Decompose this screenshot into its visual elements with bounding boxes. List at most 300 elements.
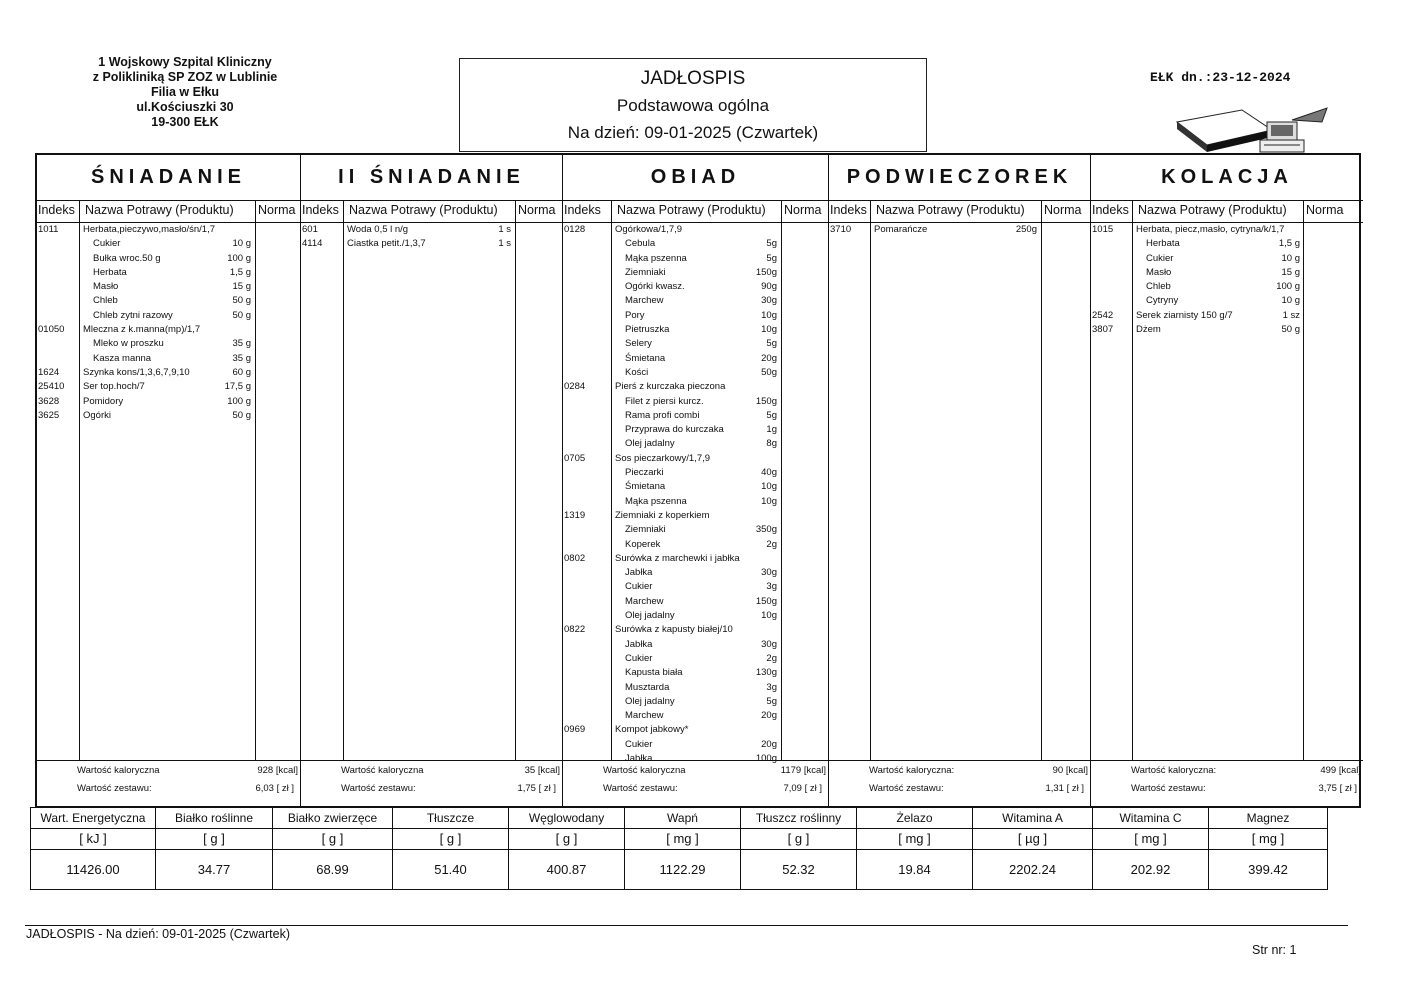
list-item <box>1091 294 1363 308</box>
nutrition-label: Witamina A <box>973 808 1092 829</box>
item-norm: 150g <box>755 395 777 407</box>
meal-summary <box>829 760 1090 806</box>
item-norm: 250g <box>1015 224 1037 235</box>
item-index: 1319 <box>564 509 586 521</box>
item-norm: 15 g <box>1281 266 1300 278</box>
meal-items <box>829 223 1090 237</box>
nutrition-label: Białko roślinne <box>156 808 272 829</box>
item-norm: 1 s <box>498 224 511 235</box>
nutrition-unit: [ kJ ] <box>31 829 155 850</box>
summary-kcal-label: Wartość kaloryczna: <box>1131 765 1217 776</box>
nutrition-cell <box>973 807 1093 890</box>
item-norm: 90g <box>761 281 777 293</box>
item-index: 1015 <box>1092 224 1114 235</box>
list-item <box>563 223 828 237</box>
nutrition-cell <box>741 807 857 890</box>
list-item <box>563 252 828 266</box>
nutrition-cell <box>857 807 973 890</box>
item-index: 1011 <box>38 224 59 235</box>
column-header-name: Nazwa Potrawy (Produktu) <box>1138 203 1287 217</box>
summary-cost: 3,75 [ zł ] <box>1318 783 1357 794</box>
meal-column <box>563 155 829 806</box>
item-name: Olej jadalny <box>625 438 675 450</box>
nutrition-value: 51.40 <box>434 862 467 877</box>
nutrition-cell <box>1093 807 1209 890</box>
meal-column <box>301 155 563 806</box>
list-item <box>37 323 300 337</box>
item-norm: 30g <box>761 638 777 650</box>
column-header-norm: Norma <box>1044 203 1082 217</box>
item-name: Kości <box>625 366 649 378</box>
column-header-index: Indeks <box>564 203 601 217</box>
column-header-name: Nazwa Potrawy (Produktu) <box>876 203 1025 217</box>
column-header-norm: Norma <box>258 203 296 217</box>
item-norm: 1,5 g <box>1278 238 1300 250</box>
item-norm: 10g <box>761 309 777 321</box>
list-item <box>563 452 828 466</box>
item-norm: 10g <box>761 324 777 336</box>
nutrition-unit: [ g ] <box>741 829 856 850</box>
item-norm: 15 g <box>232 281 251 293</box>
nutrition-label: Tłuszcze <box>393 808 508 829</box>
list-item <box>37 223 300 237</box>
title-box <box>459 58 927 152</box>
nutrition-label: Witamina C <box>1093 808 1208 829</box>
item-norm: 35 g <box>232 352 251 364</box>
list-item <box>563 323 828 337</box>
summary-kcal-label: Wartość kaloryczna: <box>869 765 955 776</box>
nutrition-unit: [ g ] <box>156 829 272 850</box>
column-header-norm: Norma <box>518 203 556 217</box>
nutrition-value: 19.84 <box>898 862 931 877</box>
hospital-line: 19-300 EŁK <box>151 115 219 129</box>
item-name: Pierś z kurczaka pieczona <box>615 381 726 393</box>
summary-cost: 7,09 [ zł ] <box>783 783 822 794</box>
item-norm: 100 g <box>227 252 251 264</box>
page-number: Str nr: 1 <box>1252 943 1297 957</box>
meal-column <box>829 155 1091 806</box>
list-item <box>37 352 300 366</box>
item-norm: 17,5 g <box>224 381 251 393</box>
item-norm: 50 g <box>232 309 251 321</box>
item-index: 0969 <box>564 724 586 736</box>
item-name: Herbata, piecz,masło, cytryna/k/1,7 <box>1136 224 1285 235</box>
list-item <box>37 237 300 251</box>
item-name: Mleko w proszku <box>93 338 164 350</box>
item-name: Herbata <box>93 266 127 278</box>
item-norm: 20g <box>761 738 777 750</box>
list-item <box>563 294 828 308</box>
summary-kcal: 928 [kcal] <box>257 765 298 776</box>
item-index: 1624 <box>38 366 60 378</box>
hospital-line: ul.Kościuszki 30 <box>136 100 234 114</box>
nutrition-value: 399.42 <box>1248 862 1288 877</box>
list-item <box>37 309 300 323</box>
nutrition-cell <box>273 807 393 890</box>
list-item <box>563 380 828 394</box>
item-norm: 1 sz <box>1282 309 1300 321</box>
item-norm: 1g <box>766 424 777 436</box>
item-name: Ser top.hoch/7 <box>83 381 145 393</box>
meal-summary <box>37 760 300 806</box>
hospital-line: 1 Wojskowy Szpital Kliniczny <box>98 55 272 69</box>
column-header-name: Nazwa Potrawy (Produktu) <box>349 203 498 217</box>
summary-kcal: 90 [kcal] <box>1052 765 1088 776</box>
item-norm: 50 g <box>232 295 251 307</box>
column-divider <box>1041 200 1042 761</box>
item-norm: 100 g <box>1276 281 1300 293</box>
summary-cost: 1,31 [ zł ] <box>1045 783 1084 794</box>
list-item <box>563 423 828 437</box>
item-name: Jabłka <box>625 638 653 650</box>
list-item <box>563 709 828 723</box>
summary-kcal-label: Wartość kaloryczna <box>603 765 686 776</box>
item-name: Koperek <box>625 538 661 550</box>
item-name: Bułka wroc.50 g <box>93 252 161 264</box>
column-header-index: Indeks <box>830 203 867 217</box>
list-item <box>1091 266 1363 280</box>
item-name: Śmietana <box>625 481 666 493</box>
list-item <box>563 437 828 451</box>
item-index: 2542 <box>1092 309 1114 321</box>
column-header-name: Nazwa Potrawy (Produktu) <box>85 203 234 217</box>
nutrition-label: Białko zwierzęce <box>273 808 392 829</box>
item-norm: 2g <box>766 538 777 550</box>
column-header-index: Indeks <box>38 203 75 217</box>
list-item <box>1091 323 1363 337</box>
list-item <box>563 409 828 423</box>
item-name: Ziemniaki <box>625 266 666 278</box>
list-item <box>1091 237 1363 251</box>
list-item <box>563 595 828 609</box>
meal-items <box>301 223 562 252</box>
item-norm: 10 g <box>1281 252 1300 264</box>
nutrition-value: 2202.24 <box>1009 862 1056 877</box>
item-name: Marchew <box>625 710 664 722</box>
item-name: Kompot jabkowy* <box>615 724 689 736</box>
list-item <box>37 366 300 380</box>
item-norm: 30g <box>761 295 777 307</box>
list-item <box>563 495 828 509</box>
item-name: Ciastka petit./1,3,7 <box>347 238 426 250</box>
nutrition-table <box>30 807 1348 890</box>
item-name: Pietruszka <box>625 324 670 336</box>
nutrition-unit: [ g ] <box>273 829 392 850</box>
meal-title: ŚNIADANIE <box>37 155 300 201</box>
summary-cost: 1,75 [ zł ] <box>517 783 556 794</box>
item-name: Cytryny <box>1146 295 1179 307</box>
summary-kcal-label: Wartość kaloryczna <box>341 765 424 776</box>
item-name: Olej jadalny <box>625 610 675 622</box>
list-item <box>563 523 828 537</box>
item-index: 3807 <box>1092 324 1114 336</box>
meal-title: KOLACJA <box>1091 155 1363 201</box>
list-item <box>563 352 828 366</box>
issue-date: EŁK dn.:23-12-2024 <box>1150 70 1291 85</box>
nutrition-value: 68.99 <box>316 862 349 877</box>
list-item <box>301 223 562 237</box>
summary-cost-label: Wartość zestawu: <box>1131 783 1206 794</box>
summary-cost-label: Wartość zestawu: <box>869 783 944 794</box>
nutrition-cell <box>625 807 741 890</box>
item-name: Jabłka <box>625 752 653 764</box>
nutrition-value: 34.77 <box>197 862 231 877</box>
item-name: Mąka pszenna <box>625 252 687 264</box>
nutrition-cell <box>30 807 156 890</box>
item-name: Kapusta biała <box>625 667 683 679</box>
meal-summary <box>563 760 828 806</box>
nutrition-value: 202.92 <box>1130 862 1171 877</box>
list-item <box>37 337 300 351</box>
list-item <box>1091 252 1363 266</box>
list-item <box>563 681 828 695</box>
page-title: JADŁOSPIS <box>640 68 746 89</box>
list-item <box>563 366 828 380</box>
book-computer-icon <box>1172 100 1332 158</box>
menu-date: Na dzień: 09-01-2025 (Czwartek) <box>567 123 819 142</box>
nutrition-cell <box>393 807 509 890</box>
item-name: Śmietana <box>625 352 666 364</box>
meal-items <box>563 223 828 766</box>
column-headers <box>301 200 562 223</box>
meal-title: OBIAD <box>563 155 828 201</box>
item-name: Musztarda <box>625 681 670 693</box>
item-norm: 5g <box>766 252 777 264</box>
item-index: 3628 <box>38 395 60 407</box>
list-item <box>563 738 828 752</box>
item-name: Cukier <box>93 238 121 250</box>
summary-cost: 6,03 [ zł ] <box>255 783 294 794</box>
item-name: Chleb zytni razowy <box>93 309 173 321</box>
item-norm: 10 g <box>1281 295 1300 307</box>
column-header-name: Nazwa Potrawy (Produktu) <box>617 203 766 217</box>
meal-title: II ŚNIADANIE <box>301 155 562 201</box>
list-item <box>563 652 828 666</box>
item-name: Pory <box>625 309 645 321</box>
item-norm: 100 g <box>227 395 251 407</box>
item-index: 3625 <box>38 409 60 421</box>
hospital-address <box>70 55 300 130</box>
item-norm: 3g <box>766 581 777 593</box>
item-name: Szynka kons/1,3,6,7,9,10 <box>83 366 190 378</box>
item-name: Cukier <box>625 738 653 750</box>
list-item <box>301 237 562 251</box>
list-item <box>1091 309 1363 323</box>
list-item <box>563 480 828 494</box>
item-name: Woda 0,5 l n/g <box>347 224 409 235</box>
item-name: Jabłka <box>625 567 653 579</box>
item-norm: 5g <box>766 338 777 350</box>
list-item <box>563 695 828 709</box>
item-name: Rama profi combi <box>625 409 700 421</box>
item-name: Herbata,pieczywo,masło/śn/1,7 <box>83 224 216 235</box>
summary-cost-label: Wartość zestawu: <box>77 783 152 794</box>
item-norm: 5g <box>766 409 777 421</box>
item-name: Pomarańcze <box>874 224 928 235</box>
list-item <box>37 380 300 394</box>
nutrition-value: 400.87 <box>546 862 587 877</box>
hospital-line: Filia w Ełku <box>150 85 220 99</box>
list-item <box>37 252 300 266</box>
list-item <box>563 309 828 323</box>
item-norm: 130g <box>755 667 777 679</box>
item-index: 0128 <box>564 224 586 235</box>
item-name: Ogórkowa/1,7,9 <box>615 224 683 235</box>
item-name: Ziemniaki z koperkiem <box>615 509 710 521</box>
item-index: 3710 <box>830 224 852 235</box>
list-item <box>37 294 300 308</box>
item-index: 601 <box>302 224 318 235</box>
item-norm: 350g <box>755 524 777 536</box>
nutrition-value: 52.32 <box>782 862 815 877</box>
list-item <box>563 466 828 480</box>
item-norm: 5g <box>766 238 777 250</box>
item-name: Cukier <box>625 652 653 664</box>
item-name: Filet z piersi kurcz. <box>625 395 704 407</box>
list-item <box>1091 280 1363 294</box>
list-item <box>1091 223 1363 237</box>
list-item <box>37 409 300 423</box>
item-norm: 60 g <box>232 366 251 378</box>
nutrition-value: 1122.29 <box>659 862 706 877</box>
item-name: Chleb <box>93 295 118 307</box>
nutrition-unit: [ µg ] <box>973 829 1092 850</box>
list-item <box>563 638 828 652</box>
item-index: 0284 <box>564 381 586 393</box>
meal-column <box>1091 155 1363 806</box>
item-name: Chleb <box>1146 281 1171 293</box>
item-index: 4114 <box>302 238 323 250</box>
column-divider <box>870 200 871 761</box>
item-name: Olej jadalny <box>625 695 675 707</box>
item-norm: 150g <box>755 266 777 278</box>
meal-items <box>1091 223 1363 337</box>
item-norm: 40g <box>761 467 777 479</box>
list-item <box>37 280 300 294</box>
item-norm: 150g <box>755 595 777 607</box>
nutrition-cell <box>1209 807 1328 890</box>
item-norm: 100g <box>755 752 777 764</box>
item-norm: 5g <box>766 695 777 707</box>
item-name: Dżem <box>1136 324 1161 336</box>
list-item <box>563 580 828 594</box>
item-name: Serek ziarnisty 150 g/7 <box>1136 309 1233 321</box>
item-norm: 8g <box>766 438 777 450</box>
nutrition-unit: [ mg ] <box>625 829 740 850</box>
item-norm: 20g <box>761 352 777 364</box>
column-header-norm: Norma <box>1306 203 1344 217</box>
item-name: Ziemniaki <box>625 524 666 536</box>
list-item <box>563 609 828 623</box>
list-item <box>563 237 828 251</box>
list-item <box>37 266 300 280</box>
nutrition-label: Wart. Energetyczna <box>31 808 155 829</box>
item-norm: 50 g <box>1281 324 1300 336</box>
item-name: Cukier <box>625 581 653 593</box>
list-item <box>563 337 828 351</box>
nutrition-value: 11426.00 <box>66 862 120 877</box>
item-name: Marchew <box>625 595 664 607</box>
nutrition-unit: [ mg ] <box>857 829 972 850</box>
item-norm: 20g <box>761 710 777 722</box>
item-norm: 2g <box>766 652 777 664</box>
nutrition-cell <box>156 807 273 890</box>
nutrition-unit: [ mg ] <box>1093 829 1208 850</box>
meals-table <box>35 153 1361 808</box>
meal-title: PODWIECZOREK <box>829 155 1090 201</box>
list-item <box>563 723 828 737</box>
item-name: Surówka z marchewki i jabłka <box>615 552 740 564</box>
summary-kcal: 1179 [kcal] <box>780 765 826 776</box>
item-norm: 1,5 g <box>229 266 251 278</box>
nutrition-label: Węglowodany <box>509 808 624 829</box>
summary-kcal: 499 [kcal] <box>1320 765 1361 776</box>
summary-kcal: 35 [kcal] <box>524 765 560 776</box>
item-norm: 10 g <box>232 238 251 250</box>
list-item <box>563 509 828 523</box>
item-index: 0802 <box>564 552 586 564</box>
item-name: Cebula <box>625 238 656 250</box>
list-item <box>563 538 828 552</box>
item-name: Mąka pszenna <box>625 495 687 507</box>
meal-column <box>37 155 301 806</box>
diet-name: Podstawowa ogólna <box>616 96 770 115</box>
item-index: 25410 <box>38 381 65 393</box>
item-norm: 10g <box>761 495 777 507</box>
item-norm: 10g <box>761 610 777 622</box>
nutrition-label: Magnez <box>1209 808 1327 829</box>
list-item <box>563 552 828 566</box>
column-header-index: Indeks <box>302 203 339 217</box>
column-header-norm: Norma <box>784 203 822 217</box>
item-name: Surówka z kapusty białej/10 <box>615 624 733 636</box>
list-item <box>563 266 828 280</box>
meal-summary <box>1091 760 1363 806</box>
footer-divider <box>25 925 1348 926</box>
list-item <box>563 566 828 580</box>
item-name: Masło <box>1146 266 1172 278</box>
item-index: 0822 <box>564 624 586 636</box>
column-header-index: Indeks <box>1092 203 1129 217</box>
item-norm: 1 s <box>498 238 511 250</box>
item-name: Pieczarki <box>625 467 664 479</box>
nutrition-label: Żelazo <box>857 808 972 829</box>
list-item <box>829 223 1090 237</box>
list-item <box>563 280 828 294</box>
summary-kcal-label: Wartość kaloryczna <box>77 765 160 776</box>
nutrition-label: Wapń <box>625 808 740 829</box>
item-index: 01050 <box>38 324 65 336</box>
item-name: Mleczna z k.manna(mp)/1,7 <box>83 324 201 336</box>
meal-summary <box>301 760 562 806</box>
summary-cost-label: Wartość zestawu: <box>341 783 416 794</box>
column-headers <box>563 200 828 223</box>
nutrition-label: Tłuszcz roślinny <box>741 808 856 829</box>
hospital-line: z Polikliniką SP ZOZ w Lublinie <box>92 70 278 84</box>
item-name: Pomidory <box>83 395 124 407</box>
list-item <box>563 395 828 409</box>
item-norm: 50g <box>761 366 777 378</box>
footer-text: JADŁOSPIS - Na dzień: 09-01-2025 (Czwartek) <box>26 927 290 941</box>
nutrition-unit: [ g ] <box>509 829 624 850</box>
summary-cost-label: Wartość zestawu: <box>603 783 678 794</box>
item-name: Przyprawa do kurczaka <box>625 424 724 436</box>
item-norm: 35 g <box>232 338 251 350</box>
list-item <box>563 623 828 637</box>
item-name: Marchew <box>625 295 664 307</box>
item-name: Ogórki <box>83 409 111 421</box>
list-item <box>37 395 300 409</box>
